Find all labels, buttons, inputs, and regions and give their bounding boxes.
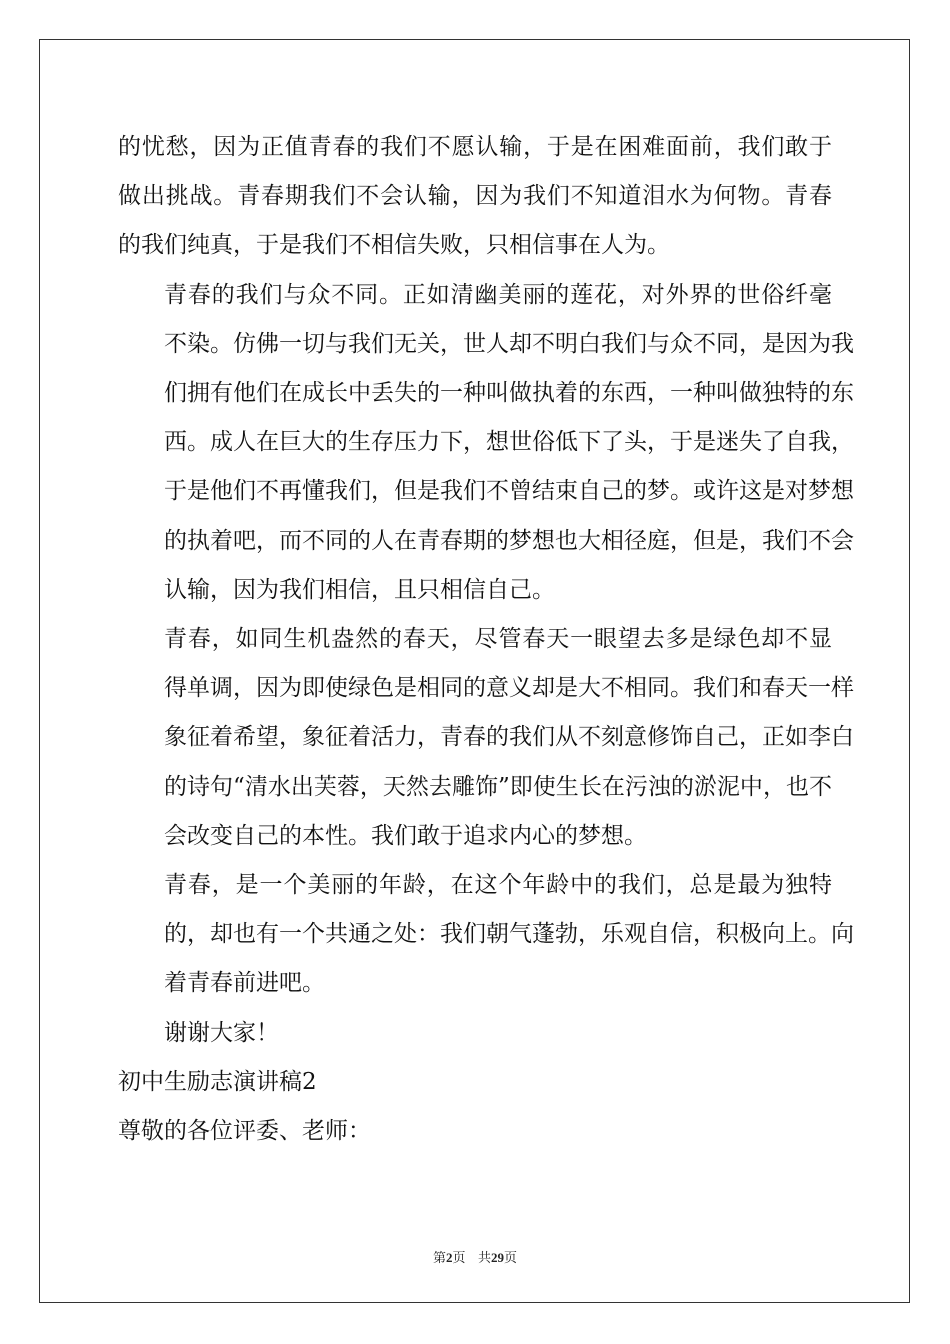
text-line: 于是他们不再懂我们，但是我们不曾结束自己的梦。或许这是对梦想 — [164, 478, 854, 505]
paragraph — [118, 123, 832, 271]
text-line: 们拥有他们在成长中丢失的一种叫做执着的东西，一种叫做独特的东 — [164, 380, 854, 407]
footer-total-prefix: 共 — [477, 1251, 491, 1266]
footer-prefix: 第 — [433, 1251, 447, 1266]
text-line: 的忧愁，因为正值青春的我们不愿认输，于是在困难面前，我们敢于 — [118, 134, 832, 160]
footer-page-suffix: 页 — [452, 1251, 466, 1266]
text-line: 着青春前进吧。 — [164, 970, 325, 997]
text-line: 的执着吧，而不同的人在青春期的梦想也大相径庭，但是，我们不会 — [164, 527, 854, 554]
text-line: 青春，是一个美丽的年龄，在这个年龄中的我们，总是最为独特 — [164, 872, 832, 899]
text-line: 的诗句“清水出芙蓉，天然去雕饰”即使生长在污浊的淤泥中，也不 — [164, 773, 832, 800]
text-line: 尊敬的各位评委、老师： — [118, 1118, 371, 1145]
page-footer — [0, 1247, 950, 1266]
paragraph — [118, 861, 854, 1009]
text-line: 得单调，因为即使绿色是相同的意义却是大不相同。我们和春天一样 — [164, 675, 854, 702]
text-line: 的我们纯真，于是我们不相信失败，只相信事在人为。 — [118, 232, 670, 259]
text-line: 不染。仿佛一切与我们无关，世人却不明白我们与众不同，是因为我 — [164, 330, 854, 357]
text-line: 认输，因为我们相信，且只相信自己。 — [164, 576, 555, 603]
text-line: 谢谢大家！ — [164, 1019, 279, 1046]
footer-page-number: 2 — [446, 1250, 453, 1265]
text-line: 青春的我们与众不同。正如清幽美丽的莲花，对外界的世俗纤毫 — [164, 281, 832, 308]
text-line: 的，却也有一个共通之处：我们朝气蓬勃，乐观自信，积极向上。向 — [164, 921, 854, 948]
text-line: 青春，如同生机盎然的春天，尽管春天一眼望去多是绿色却不显 — [164, 626, 832, 653]
text-line: 会改变自己的本性。我们敢于追求内心的梦想。 — [164, 822, 647, 849]
paragraph — [118, 271, 854, 615]
paragraph — [118, 615, 854, 861]
paragraph — [118, 1009, 832, 1058]
text-line: 做出挑战。青春期我们不会认输，因为我们不知道泪水为何物。青春 — [118, 183, 832, 210]
paragraph — [118, 1058, 832, 1107]
text-line: 初中生励志演讲稿2 — [118, 1068, 317, 1095]
footer-total-pages: 29 — [490, 1250, 504, 1265]
text-line: 西。成人在巨大的生存压力下，想世俗低下了头，于是迷失了自我， — [164, 429, 854, 456]
paragraph — [118, 1107, 832, 1156]
footer-total-suffix: 页 — [503, 1251, 517, 1266]
text-line: 象征着希望，象征着活力，青春的我们从不刻意修饰自己，正如李白 — [164, 724, 854, 751]
document-body — [118, 123, 854, 1156]
